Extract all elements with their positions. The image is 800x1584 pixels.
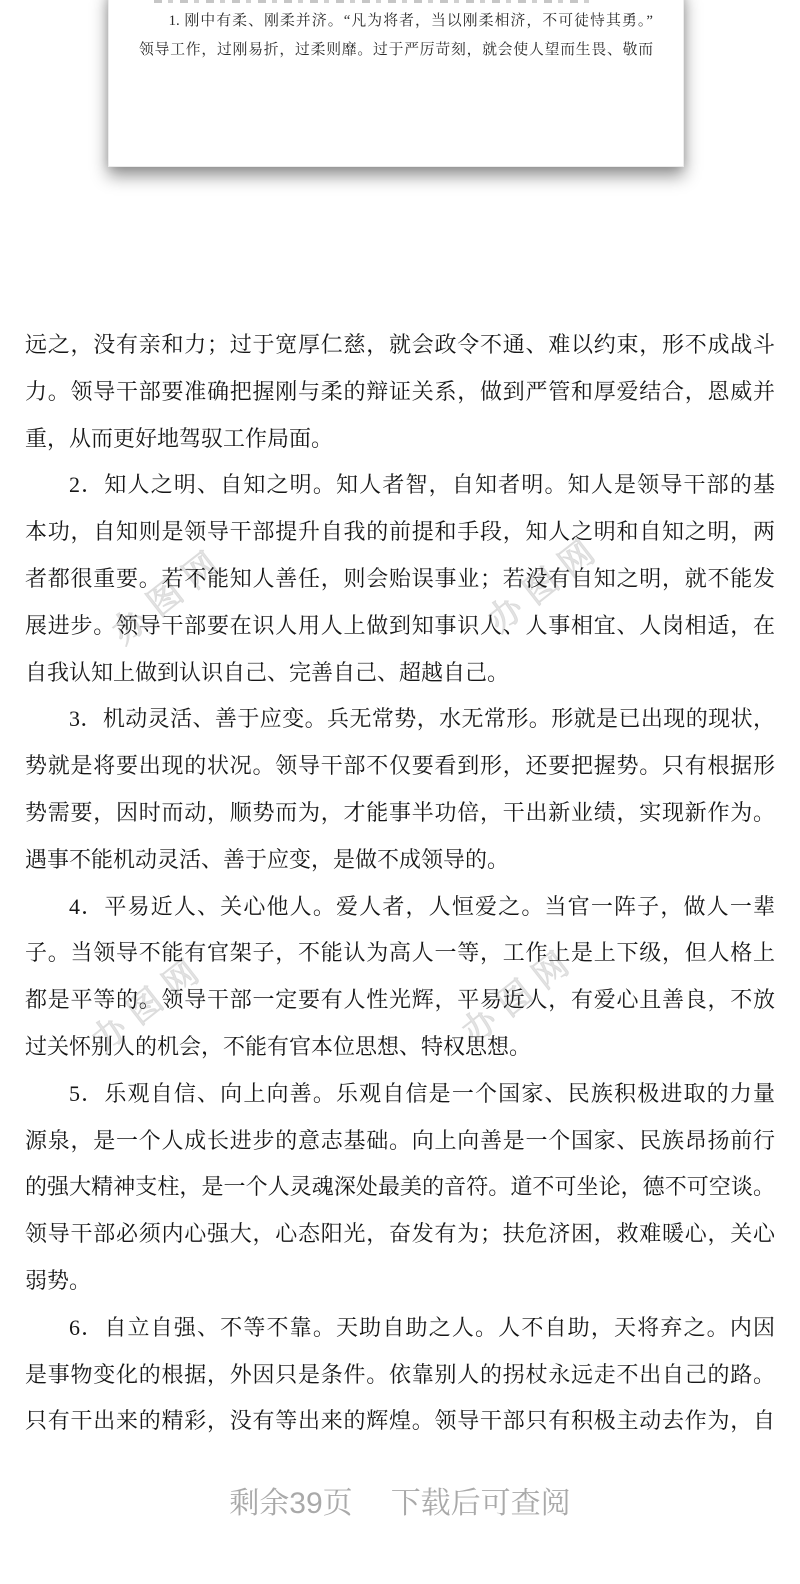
text-line: 的强大精神支柱，是一个人灵魂深处最美的音符。道不可坐论，德不可空谈。 bbox=[25, 1174, 775, 1200]
text-line: 2．知人之明、自知之明。知人者智，自知者明。知人是领导干部的基 bbox=[69, 472, 775, 498]
document-body bbox=[25, 322, 775, 1445]
watermark: 办图网 bbox=[480, 526, 611, 640]
page-preview-card bbox=[108, 0, 684, 167]
footer-hint bbox=[0, 1478, 800, 1522]
text-line: 6．自立自强、不等不靠。天助自助之人。人不自助，天将弃之。内因 bbox=[69, 1314, 775, 1340]
text-line: 自我认知上做到认识自己、完善自己、超越自己。 bbox=[25, 659, 510, 685]
paragraph bbox=[25, 884, 775, 1071]
text-line: 势需要，因时而动，顺势而为，才能事半功倍，干出新业绩，实现新作为。 bbox=[25, 799, 775, 825]
text-line: 者都很重要。若不能知人善任，则会贻误事业；若没有自知之明，就不能发 bbox=[25, 565, 775, 591]
text-line: 只有干出来的精彩，没有等出来的辉煌。领导干部只有积极主动去作为，自 bbox=[25, 1408, 775, 1434]
text-line: 4．平易近人、关心他人。爱人者，人恒爱之。当官一阵子，做人一辈 bbox=[69, 893, 775, 919]
text-line: 源泉，是一个人成长进步的意志基础。向上向善是一个国家、民族昂扬前行 bbox=[25, 1127, 775, 1153]
text-line: 远之，没有亲和力；过于宽厚仁慈，就会政令不通、难以约束，形不成战斗 bbox=[25, 332, 775, 357]
text-line: 力。领导干部要准确把握刚与柔的辩证关系，做到严管和厚爱结合，恩威并 bbox=[25, 378, 775, 404]
paragraph bbox=[25, 322, 775, 462]
text-line: 是事物变化的根据，外因只是条件。依靠别人的拐杖永远走不出自己的路。 bbox=[25, 1361, 775, 1387]
paragraph bbox=[25, 696, 775, 883]
text-line: 3．机动灵活、善于应变。兵无常势，水无常形。形就是已出现的现状， bbox=[69, 706, 775, 732]
paragraph bbox=[25, 462, 775, 696]
paragraph bbox=[25, 1071, 775, 1305]
paragraph bbox=[25, 1305, 775, 1445]
watermark: 办图网 bbox=[84, 946, 215, 1060]
remaining-pages-label: 剩余39页 bbox=[229, 1487, 353, 1520]
text-line: 展进步。领导干部要在识人用人上做到知事识人、人事相宜、人岗相适，在 bbox=[25, 612, 775, 638]
preview-card-text bbox=[139, 1, 653, 64]
text-line: 重，从而更好地驾驭工作局面。 bbox=[25, 425, 334, 451]
watermark: 办图网 bbox=[454, 938, 585, 1052]
text-line: 弱势。 bbox=[25, 1267, 92, 1293]
text-line: 1. 刚中有柔、刚柔并济。“凡为将者，当以刚柔相济，不可徒恃其勇。” bbox=[168, 13, 653, 29]
text-line: 本功，自知则是领导干部提升自我的前提和手段，知人之明和自知之明，两 bbox=[25, 519, 775, 545]
text-line: 都是平等的。领导干部一定要有人性光辉，平易近人，有爱心且善良，不放 bbox=[25, 987, 775, 1013]
text-line: 领导干部必须内心强大，心态阳光，奋发有为；扶危济困，救难暖心，关心 bbox=[25, 1221, 775, 1247]
text-line: 5．乐观自信、向上向善。乐观自信是一个国家、民族积极进取的力量 bbox=[69, 1080, 775, 1106]
download-to-view-label: 下载后可查阅 bbox=[390, 1487, 571, 1520]
text-line: 遇事不能机动灵活、善于应变，是做不成领导的。 bbox=[25, 846, 510, 872]
text-line: 子。当领导不能有官架子，不能认为高人一等，工作上是上下级，但人格上 bbox=[25, 940, 775, 966]
text-line: 势就是将要出现的状况。领导干部不仅要看到形，还要把握势。只有根据形 bbox=[25, 753, 775, 779]
watermark: 办图网 bbox=[104, 538, 235, 652]
text-line: 领导工作，过刚易折，过柔则靡。过于严厉苛刻，就会使人望而生畏、敬而 bbox=[139, 41, 653, 58]
text-line: 过关怀别人的机会，不能有官本位思想、特权思想。 bbox=[25, 1033, 532, 1059]
